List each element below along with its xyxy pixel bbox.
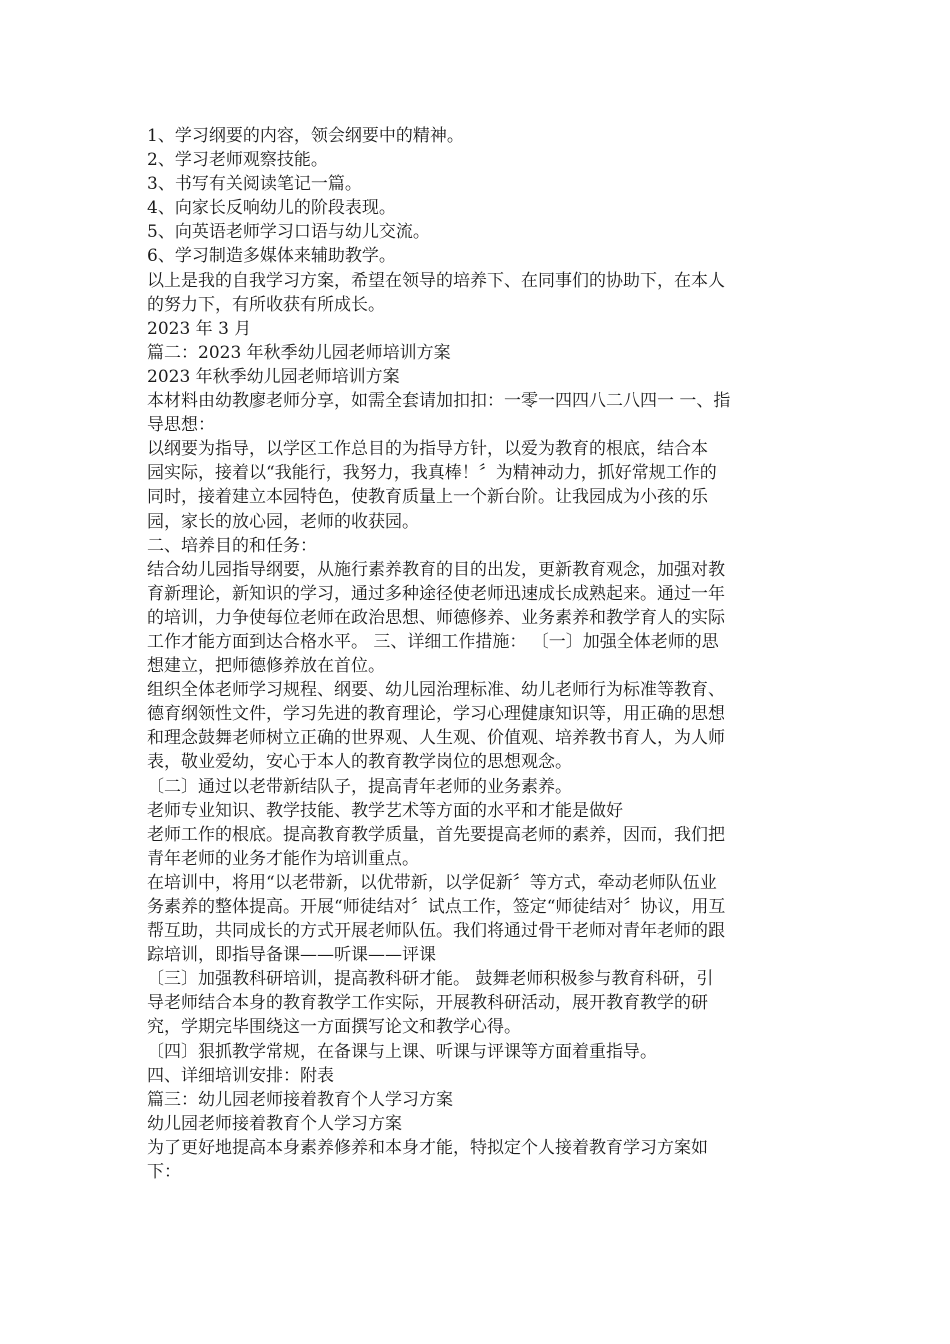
- text-line: 究，学期完毕围绕这一方面撰写论文和教学心得。: [147, 1017, 521, 1038]
- text-line: 在培训中，将用“以老带新，以优带新，以学促新〞等方式，牵动老师队伍业: [147, 872, 717, 893]
- text-line: 想建立，把师德修养放在首位。: [147, 656, 385, 677]
- section-heading: 篇三：幼儿园老师接着教育个人学习方案: [147, 1089, 453, 1110]
- text-line: 本材料由幼教廖老师分享，如需全套请加扣扣：一零一四四八二八四一 一、指: [147, 391, 731, 412]
- text-line: 帮互助，共同成长的方式开展老师队伍。我们将通过骨干老师对青年老师的跟: [147, 921, 725, 942]
- text-line: 同时，接着建立本园特色，使教育质量上一个新台阶。让我园成为小孩的乐: [147, 487, 708, 508]
- text-line: 表，敬业爱幼，安心于本人的教育教学岗位的思想观念。: [147, 752, 572, 773]
- text-line: 导思想：: [147, 415, 215, 436]
- subsection-heading: 〔二〕通过以老带新结队子，提高青年老师的业务素养。: [147, 776, 572, 797]
- text-line: 1、学习纲要的内容，领会纲要中的精神。: [147, 126, 464, 146]
- text-line: 和理念鼓舞老师树立正确的世界观、人生观、价值观、培养教书育人，为人师: [147, 728, 725, 749]
- text-line: 以纲要为指导，以学区工作总目的为指导方针，以爱为教育的根底，结合本: [147, 439, 708, 460]
- text-line: 的努力下，有所收获有所成长。: [147, 294, 385, 315]
- text-line: 6、学习制造多媒体来辅助教学。: [147, 246, 396, 267]
- subsection-heading: 四、详细培训安排：附表: [147, 1065, 334, 1086]
- text-line: 务素养的整体提高。开展“师徒结对〞试点工作，签定“师徒结对〞协议，用互: [147, 897, 726, 917]
- text-line: 结合幼儿园指导纲要，从施行素养教育的目的出发，更新教育观念，加强对教: [147, 559, 725, 580]
- text-line: 育新理论，新知识的学习，通过多种途径使老师迅速成长成熟起来。通过一年: [147, 583, 725, 604]
- text-line: 园，家长的放心园，老师的收获园。: [147, 511, 419, 532]
- text-line: 下：: [147, 1162, 181, 1183]
- text-line: 园实际，接着以“我能行，我努力，我真棒！〞为精神动力，抓好常规工作的: [147, 463, 717, 484]
- text-line: 工作才能方面到达合格水平。 三、详细工作措施： 〔一〕加强全体老师的思: [147, 631, 719, 652]
- text-line: 组织全体老师学习规程、纲要、幼儿园治理标准、幼儿老师行为标准等教育、: [147, 680, 725, 701]
- text-line: 的培训，力争使每位老师在政治思想、师德修养、业务素养和教学育人的实际: [147, 607, 725, 628]
- section-title: 2023 年秋季幼儿园老师培训方案: [147, 366, 400, 387]
- section-title: 幼儿园老师接着教育个人学习方案: [147, 1113, 402, 1134]
- subsection-heading: 二、培养目的和任务：: [147, 535, 317, 556]
- section-heading: 篇二：2023 年秋季幼儿园老师培训方案: [147, 342, 451, 363]
- text-line: 老师工作的根底。提高教育教学质量，首先要提高老师的素养，因而，我们把: [147, 824, 725, 845]
- text-line: 踪培训，即指导备课——听课——评课: [147, 945, 436, 966]
- text-line: 青年老师的业务才能作为培训重点。: [147, 848, 419, 869]
- text-line: 德育纲领性文件，学习先进的教育理论，学习心理健康知识等，用正确的思想: [147, 704, 725, 725]
- text-line: 以上是我的自我学习方案，希望在领导的培养下、在同事们的协助下，在本人: [147, 270, 725, 291]
- text-line: 4、向家长反响幼儿的阶段表现。: [147, 198, 396, 219]
- document-body: [147, 124, 803, 1184]
- text-line: 为了更好地提高本身素养修养和本身才能，特拟定个人接着教育学习方案如: [147, 1137, 708, 1158]
- subsection-heading: 〔四〕狠抓教学常规，在备课与上课、听课与评课等方面着重指导。: [147, 1041, 657, 1062]
- text-line: 2、学习老师观察技能。: [147, 150, 328, 171]
- text-line: 5、向英语老师学习口语与幼儿交流。: [147, 222, 430, 243]
- text-line: 导老师结合本身的教育教学工作实际，开展教科研活动，展开教育教学的研: [147, 993, 708, 1014]
- text-line: 3、书写有关阅读笔记一篇。: [147, 174, 362, 195]
- text-line: 老师专业知识、教学技能、教学艺术等方面的水平和才能是做好: [147, 800, 623, 821]
- subsection-heading: 〔三〕加强教科研培训，提高教科研才能。 鼓舞老师积极参与教育科研，引: [147, 969, 714, 990]
- date-line: 2023 年 3 月: [147, 318, 252, 339]
